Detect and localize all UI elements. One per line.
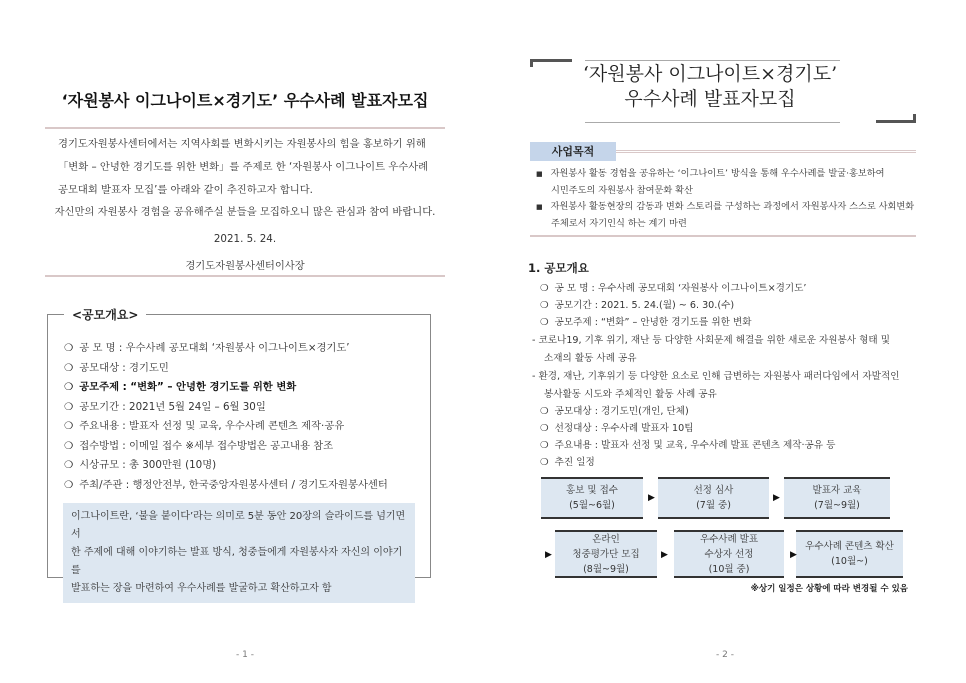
schedule-step xyxy=(541,477,643,519)
step-text: 홍보 및 접수 xyxy=(566,485,618,496)
list-item xyxy=(64,437,388,457)
square-bullet-icon: ■ xyxy=(536,203,543,211)
schedule-step xyxy=(658,477,769,519)
divider xyxy=(585,60,840,61)
item-text: 공모기간 : 2021년 5월 24일 – 6월 30일 xyxy=(79,400,266,413)
list-item xyxy=(540,314,899,331)
list-item xyxy=(64,476,388,496)
intro-text xyxy=(58,133,438,202)
purpose-item xyxy=(536,166,914,183)
list-item xyxy=(540,280,899,297)
circle-bullet-icon: ❍ xyxy=(64,381,74,393)
list-item xyxy=(64,359,388,379)
overview-title: <공모개요> xyxy=(64,306,146,323)
invite-text: 자신만의 자원봉사 경험을 공유해주실 분들을 모집하오니 많은 관심과 참여 바랍니다. xyxy=(54,206,436,218)
dash-text: 소재의 활동 사례 공유 xyxy=(544,352,637,364)
circle-bullet-icon: ❍ xyxy=(64,342,74,354)
overview-list xyxy=(532,280,900,471)
schedule-step xyxy=(796,530,903,578)
step-text: 우수사례 콘텐츠 확산 xyxy=(805,541,894,552)
list-item xyxy=(540,454,899,471)
page-title: ‘자원봉사 이그나이트×경기도’ 우수사례 발표자모집 xyxy=(61,91,429,110)
step-text: 온라인 xyxy=(592,533,620,545)
circle-bullet-icon: ❍ xyxy=(64,420,74,432)
circle-bullet-icon: ❍ xyxy=(540,300,549,311)
title-line: 우수사례 발표자모집 xyxy=(624,88,796,110)
circle-bullet-icon: ❍ xyxy=(64,400,74,413)
step-text: 발표자 교육 xyxy=(812,485,862,496)
step-text: 선정 심사 xyxy=(693,485,734,496)
item-text: 접수방법 : 이메일 접수 ※세부 접수방법은 공고내용 참조 xyxy=(79,439,334,452)
step-text: (5월~6월) xyxy=(569,500,615,511)
page-number: - 2 - xyxy=(716,650,734,660)
circle-bullet-icon: ❍ xyxy=(64,361,74,374)
item-text: 선정대상 : 우수사례 발표자 10팀 xyxy=(554,423,694,434)
page-number: - 1 - xyxy=(236,650,254,660)
step-text: (7월~9월) xyxy=(814,500,860,511)
item-text: 시상규모 : 총 300만원 (10명) xyxy=(79,459,217,471)
page-title xyxy=(560,62,860,112)
item-text: 공모대상 : 경기도민 xyxy=(79,361,169,374)
divider xyxy=(530,235,916,237)
list-item xyxy=(540,403,899,420)
list-item xyxy=(540,297,899,314)
purpose-item xyxy=(536,199,914,216)
corner-bracket xyxy=(876,114,916,123)
circle-bullet-icon: ❍ xyxy=(64,478,74,491)
purpose-text: 시민주도의 자원봉사 참여문화 확산 xyxy=(551,184,693,196)
note-line: 이그나이트란, ‘불을 붙이다’라는 의미로 5분 동안 20장의 슬라이드를 넘기면서 xyxy=(71,511,406,540)
intro-line: 공모대회 발표자 모집’를 아래와 같이 추진하고자 합니다. xyxy=(58,184,313,196)
dash-text: 코로나19, 기후 위기, 재난 등 다양한 사회문제 해결을 위한 새로운 자원봉사 형태 및 xyxy=(538,335,890,346)
step-text: (10월 중) xyxy=(708,563,750,575)
section-heading: 1. 공모개요 xyxy=(528,261,589,275)
circle-bullet-icon: ❍ xyxy=(540,406,549,417)
circle-bullet-icon: ❍ xyxy=(64,439,74,452)
list-item xyxy=(64,417,388,437)
square-bullet-icon: ■ xyxy=(536,170,543,178)
title-line: ‘자원봉사 이그나이트×경기도’ xyxy=(582,63,838,85)
item-text: 공모주제 : “변화” – 안녕한 경기도를 위한 변화 xyxy=(554,317,752,328)
arrow-right-icon: ▶ xyxy=(648,493,655,503)
intro-line: 경기도자원봉사센터에서는 지역사회를 변화시키는 자원봉사의 힘을 홍보하기 위해 xyxy=(58,138,426,150)
overview-list xyxy=(64,339,388,495)
step-text: (10월~) xyxy=(831,556,868,567)
list-item xyxy=(64,398,388,418)
schedule-step xyxy=(555,530,657,578)
step-text: 수상자 선정 xyxy=(704,548,754,560)
item-text: 공 모 명 : 우수사례 공모대회 ‘자원봉사 이그나이트×경기도’ xyxy=(79,342,350,354)
dash-text: 환경, 재난, 기후위기 등 다양한 요소로 인해 급변하는 자원봉사 패러다임에서 자발적인 xyxy=(538,371,900,382)
schedule-step xyxy=(674,530,784,578)
schedule-note: ※상기 일정은 상황에 따라 변경될 수 있음 xyxy=(750,584,908,594)
step-text: 우수사례 발표 xyxy=(699,533,759,545)
dash-item xyxy=(532,332,899,367)
dash-item xyxy=(532,368,899,403)
arrow-right-icon: ▶ xyxy=(661,550,668,560)
purpose-text: 자원봉사 활동 경험을 공유하는 ‘이그나이트’ 방식을 통해 우수사례를 발굴·홍보하여 xyxy=(550,168,885,179)
circle-bullet-icon: ❍ xyxy=(540,283,549,294)
ignite-note xyxy=(63,503,415,603)
item-text: 추진 일정 xyxy=(554,457,595,468)
list-item xyxy=(540,420,899,437)
arrow-right-icon: ▶ xyxy=(790,550,797,560)
step-text: 청중평가단 모집 xyxy=(572,548,640,560)
schedule-step xyxy=(784,477,890,519)
step-text: (8월~9월) xyxy=(583,563,629,575)
list-item xyxy=(540,437,899,454)
step-text: (7월 중) xyxy=(696,500,731,511)
item-text: 공모주제 : “변화” – 안녕한 경기도를 위한 변화 xyxy=(79,381,297,393)
circle-bullet-icon: ❍ xyxy=(64,459,74,471)
note-line: 발표하는 장을 마련하여 우수사례를 발굴하고 확산하고자 함 xyxy=(71,583,332,594)
purpose-text: 자원봉사 활동현장의 감동과 변화 스토리를 구성하는 과정에서 자원봉사자 스스로 사회변화 xyxy=(550,201,915,212)
dash-line: - 환경, 재난, 기후위기 등 다양한 요소로 인해 급변하는 자원봉사 패러다임에서 자발적인 xyxy=(532,371,900,382)
divider xyxy=(45,127,445,129)
circle-bullet-icon: ❍ xyxy=(540,440,549,451)
item-text: 공모기간 : 2021. 5. 24.(월) ~ 6. 30.(수) xyxy=(554,300,735,311)
intro-line: 「변화 – 안녕한 경기도를 위한 변화」를 주제로 한 ‘자원봉사 이그나이트 우수사례 xyxy=(58,161,429,173)
list-item xyxy=(64,456,388,476)
list-item xyxy=(64,339,388,359)
divider xyxy=(616,150,916,153)
item-text: 공모대상 : 경기도민(개인, 단체) xyxy=(554,406,689,417)
purpose-label: 사업목적 xyxy=(530,142,616,161)
item-text: 주요내용 : 발표자 선정 및 교육, 우수사례 콘텐츠 제작·공유 xyxy=(79,420,345,432)
circle-bullet-icon: ❍ xyxy=(540,457,549,468)
arrow-right-icon: ▶ xyxy=(545,550,552,560)
divider xyxy=(585,122,840,123)
arrow-right-icon: ▶ xyxy=(773,493,780,503)
list-item xyxy=(64,378,388,398)
circle-bullet-icon: ❍ xyxy=(540,423,549,434)
dash-line: - 코로나19, 기후 위기, 재난 등 다양한 사회문제 해결을 위한 새로운 자원봉사 형태 및 xyxy=(532,335,890,346)
item-text: 주요내용 : 발표자 선정 및 교육, 우수사례 발표 콘텐츠 제작·공유 등 xyxy=(554,440,836,451)
dash-text: 봉사활동 시도와 주체적인 활동 사례 공유 xyxy=(544,388,717,400)
circle-bullet-icon: ❍ xyxy=(540,317,549,328)
divider xyxy=(45,275,445,277)
purpose-list xyxy=(536,166,914,232)
date: 2021. 5. 24. xyxy=(213,233,277,245)
note-line: 한 주제에 대해 이야기하는 발표 방식, 청중들에게 자원봉사자 자신의 이야기를 xyxy=(71,547,403,576)
item-text: 공 모 명 : 우수사례 공모대회 ‘자원봉사 이그나이트×경기도’ xyxy=(554,283,807,294)
signature: 경기도자원봉사센터이사장 xyxy=(185,260,305,272)
item-text: 주최/주관 : 행정안전부, 한국중앙자원봉사센터 / 경기도자원봉사센터 xyxy=(79,478,388,491)
purpose-text: 주체로서 자기인식 하는 계기 마련 xyxy=(551,217,687,229)
